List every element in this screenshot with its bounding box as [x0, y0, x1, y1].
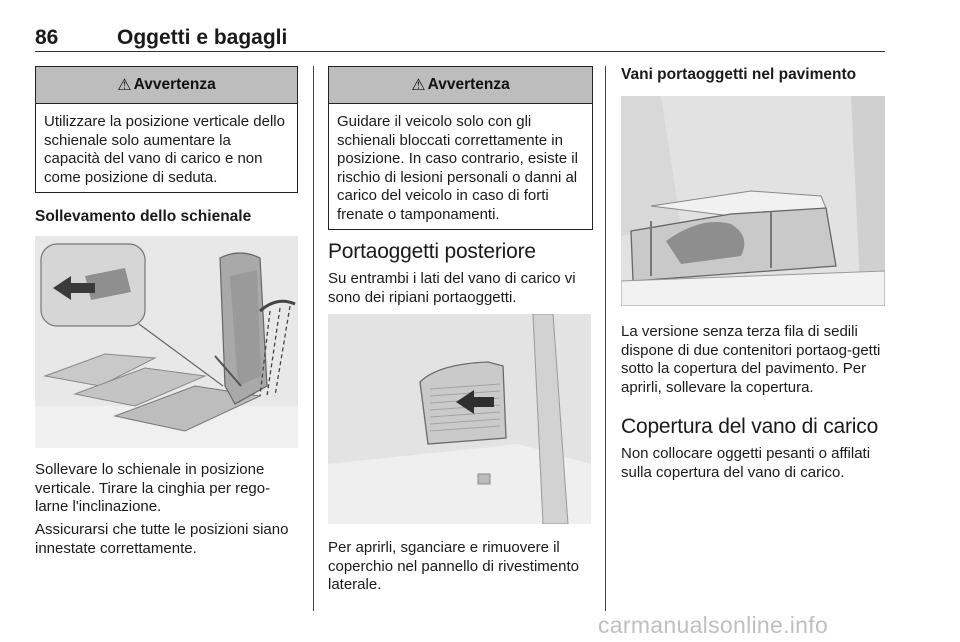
- header-rule: [35, 51, 885, 52]
- column-divider-2: [605, 66, 606, 611]
- heading-cargo-cover: Copertura del vano di carico: [621, 415, 879, 438]
- subheading-backrest-raise: Sollevamento dello schienale: [35, 208, 252, 225]
- chapter-title: Oggetti e bagagli: [117, 26, 288, 49]
- warning-header: [329, 67, 592, 104]
- paragraph-floor-compartments: La versione senza terza fila di sedili dispone di due contenitori portaog-getti sotto la copertura del pavimento. Per aprirli, sollevare la copertura.: [621, 323, 881, 396]
- page-header: [35, 22, 885, 52]
- figure-side-panel-illustration: [328, 314, 591, 524]
- watermark: carmanualsonline.info: [598, 612, 829, 638]
- paragraph-check-positions: Assicurarsi che tutte le posizioni siano innestate correttamente.: [35, 521, 289, 557]
- warning-triangle-icon: ⚠: [117, 77, 132, 94]
- warning-title: Avvertenza: [133, 76, 216, 93]
- paragraph-cargo-cover-warning: Non collocare oggetti pesanti o affilati sulla copertura del vano di carico.: [621, 445, 871, 481]
- warning-text: Utilizzare la posizione verticale dello schienale solo aumentare la capacità del vano di carico e non come posizione di seduta.: [44, 113, 285, 186]
- heading-rear-storage: Portaoggetti posteriore: [328, 240, 536, 263]
- warning-triangle-icon: ⚠: [411, 77, 426, 94]
- warning-header: [36, 67, 297, 104]
- warning-box-seating: [35, 66, 298, 193]
- figure-backrest-illustration: [35, 236, 298, 448]
- paragraph-open-panel: Per aprirli, sganciare e rimuovere il coperchio nel pannello di rivestimento laterale.: [328, 539, 579, 593]
- figure-floor-storage-illustration: [621, 96, 885, 306]
- warning-box-driving: [328, 66, 593, 230]
- warning-title: Avvertenza: [427, 76, 510, 93]
- paragraph-storage-shelves: Su entrambi i lati del vano di carico vi sono dei ripiani portaoggetti.: [328, 270, 576, 306]
- paragraph-raise-instructions: Sollevare lo schienale in posizione verticale. Tirare la cinghia per rego-larne l'inclinazione.: [35, 461, 271, 515]
- warning-text: Guidare il veicolo solo con gli schienali bloccati correttamente in posizione. In caso contrario, esiste il rischio di lesioni personali o danni al carico del veicolo in caso di forti frenate o tamponamenti.: [337, 113, 578, 223]
- page-number: 86: [35, 26, 59, 49]
- subheading-floor-storage: Vani portaoggetti nel pavimento: [621, 66, 857, 83]
- column-divider-1: [313, 66, 314, 611]
